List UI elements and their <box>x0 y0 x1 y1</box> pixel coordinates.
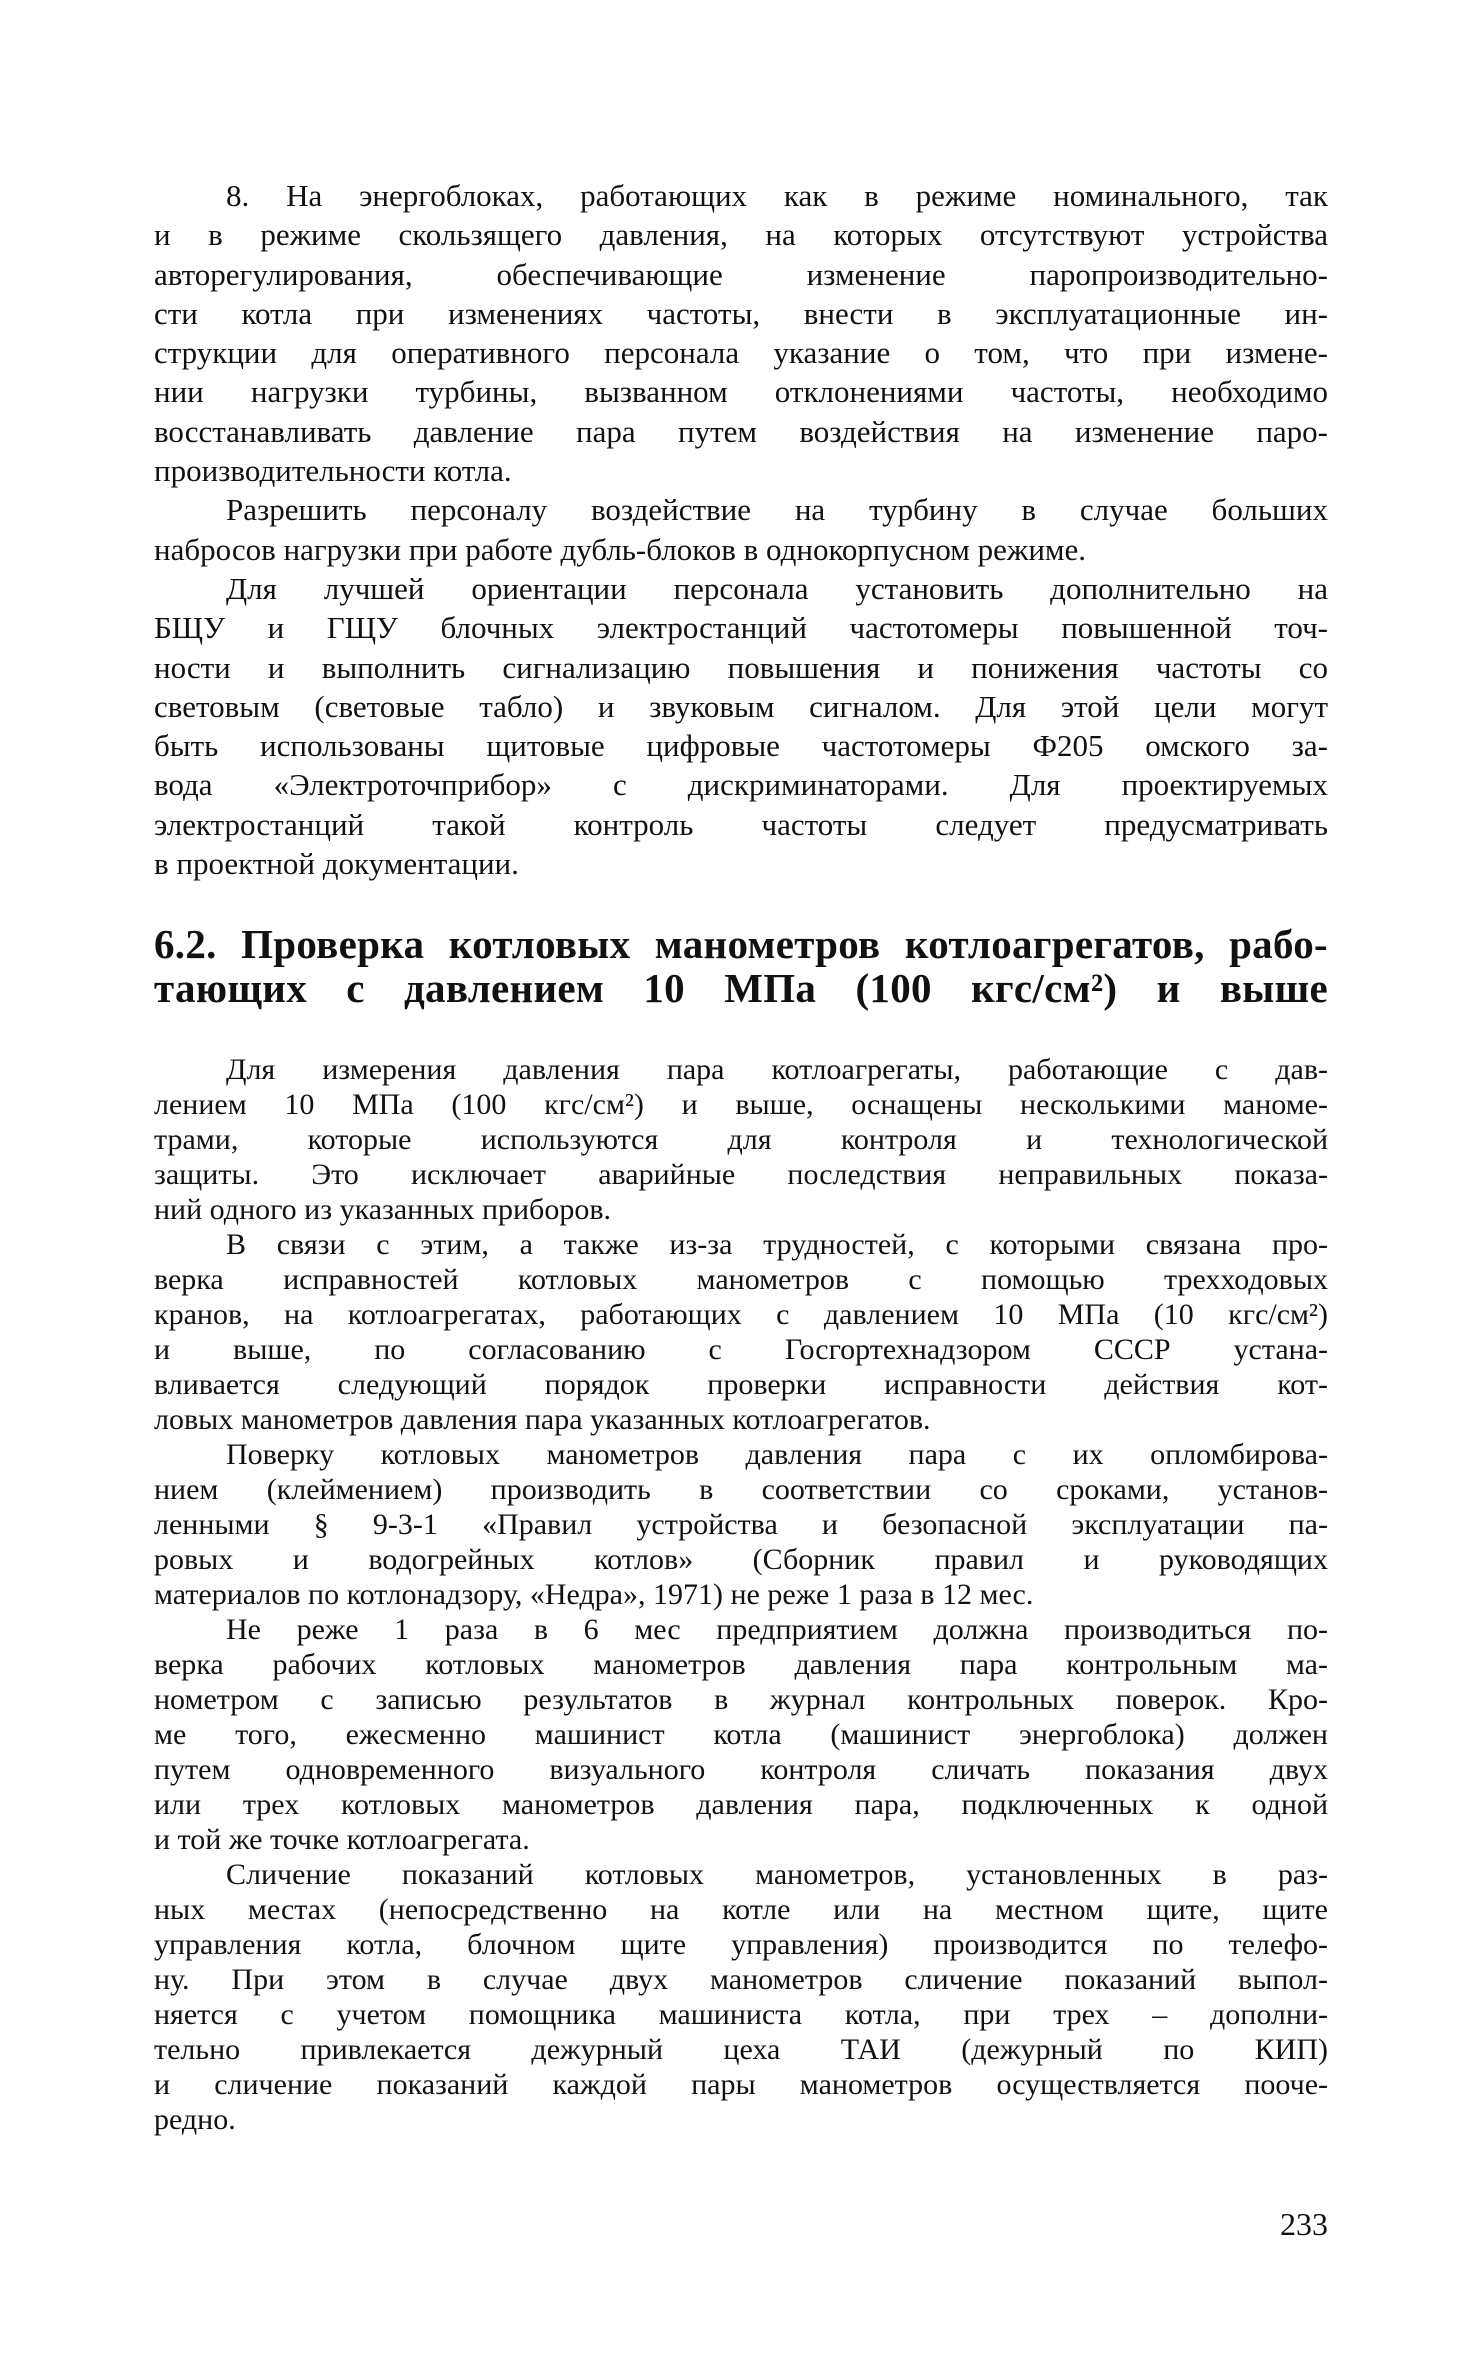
text-line: лением 10 МПа (100 кгс/см²) и выше, оснащены несколькими маноме- <box>154 1088 1328 1121</box>
text-line: трами, которые используются для контроля и технологической <box>154 1123 1328 1156</box>
heading-line: 6.2. Проверка котловых манометров котлоагрегатов, рабо- <box>154 921 1328 967</box>
text-line: электростанций такой контроль частоты следует предусматривать <box>154 806 1328 842</box>
text-line: ний одного из указанных приборов. <box>154 1193 611 1226</box>
text-line: и сличение показаний каждой пары манометров осуществляется пооче- <box>154 2068 1328 2101</box>
text-line: ленными § 9-3-1 «Правил устройства и безопасной эксплуатации па- <box>154 1508 1328 1541</box>
text-line: верка рабочих котловых манометров давления пара контрольным ма- <box>154 1648 1328 1681</box>
text-line: ну. При этом в случае двух манометров сличение показаний выпол- <box>154 1963 1328 1996</box>
text-line: авторегулирования, обеспечивающие изменение паропроизводительно- <box>154 256 1328 292</box>
paragraph <box>154 569 1328 883</box>
paragraph <box>154 490 1328 569</box>
text-line: ных местах (непосредственно на котле или на местном щите, щите <box>154 1893 1328 1926</box>
text-line: и выше, по согласованию с Госгортехнадзором СССР устана- <box>154 1333 1328 1366</box>
text-line: 8. На энергоблоках, работающих как в режиме номинального, так <box>226 178 1328 213</box>
text-line: или трех котловых манометров давления пара, подключенных к одной <box>154 1788 1328 1821</box>
text-line: ности и выполнить сигнализацию повышения и понижения частоты со <box>154 649 1328 685</box>
text-line: восстанавливать давление пара путем воздействия на изменение паро- <box>154 413 1328 449</box>
section-heading <box>154 922 1328 1010</box>
text-line: защиты. Это исключает аварийные последствия неправильных показа- <box>154 1158 1328 1191</box>
text-line: верка исправностей котловых манометров с помощью трехходовых <box>154 1263 1328 1296</box>
paragraph <box>154 1437 1328 1612</box>
text-line: световым (световые табло) и звуковым сигналом. Для этой цели могут <box>154 688 1328 724</box>
text-line: сти котла при изменениях частоты, внести в эксплуатационные ин- <box>154 295 1328 331</box>
text-line: нии нагрузки турбины, вызванном отклонениями частоты, необходимо <box>154 374 1328 410</box>
page-number: 233 <box>1280 2206 1328 2242</box>
text-line: и в режиме скользящего давления, на которых отсутствуют устройства <box>154 217 1328 253</box>
text-line: управления котла, блочном щите управления) производится по телефо- <box>154 1928 1328 1961</box>
text-line: ровых и водогрейных котлов» (Сборник правил и руководящих <box>154 1543 1328 1576</box>
paragraph <box>154 176 1328 490</box>
text-line: БЩУ и ГЩУ блочных электростанций частотомеры повышенной точ- <box>154 610 1328 646</box>
text-line: материалов по котлонадзору, «Недра», 1971) не реже 1 раза в 12 мес. <box>154 1578 1034 1611</box>
text-line: В связи с этим, а также из-за трудностей, с которыми связана про- <box>226 1228 1328 1261</box>
paragraph <box>154 1227 1328 1437</box>
text-line: производительности котла. <box>154 453 512 489</box>
text-line: Для лучшей ориентации персонала установить дополнительно на <box>226 570 1328 606</box>
text-line: ме того, ежесменно машинист котла (машинист энергоблока) должен <box>154 1718 1328 1751</box>
section-body <box>154 1052 1328 2137</box>
text-line: Для измерения давления пара котлоагрегаты, работающие с дав- <box>226 1053 1328 1086</box>
text-line: быть использованы щитовые цифровые частотомеры Ф205 омского за- <box>154 728 1328 764</box>
intro-text <box>154 176 1328 883</box>
text-line: тельно привлекается дежурный цеха ТАИ (дежурный по КИП) <box>154 2033 1328 2066</box>
text-line: Разрешить персоналу воздействие на турбину в случае больших <box>226 492 1328 528</box>
text-line: Не реже 1 раза в 6 мес предприятием должна производиться по- <box>226 1613 1328 1646</box>
text-line: Поверку котловых манометров давления пара с их опломбирова- <box>226 1438 1328 1471</box>
text-line: и той же точке котлоагрегата. <box>154 1823 530 1856</box>
text-line: нием (клеймением) производить в соответствии со сроками, установ- <box>154 1473 1328 1506</box>
text-line: няется с учетом помощника машиниста котла, при трех – дополни- <box>154 1998 1328 2031</box>
text-line: в проектной документации. <box>154 846 519 882</box>
paragraph <box>154 1857 1328 2137</box>
text-line: вливается следующий порядок проверки исправности действия кот- <box>154 1368 1328 1401</box>
text-line: струкции для оперативного персонала указание о том, что при измене- <box>154 335 1328 371</box>
heading-line: тающих с давлением 10 МПа (100 кгс/см²) и выше <box>154 965 1328 1011</box>
text-line: путем одновременного визуального контроля сличать показания двух <box>154 1753 1328 1786</box>
text-line: ловых манометров давления пара указанных котлоагрегатов. <box>154 1403 931 1436</box>
text-line: кранов, на котлоагрегатах, работающих с давлением 10 МПа (10 кгс/см²) <box>154 1298 1328 1331</box>
text-line: Сличение показаний котловых манометров, установленных в раз- <box>226 1858 1328 1891</box>
text-line: набросов нагрузки при работе дубль-блоков в однокорпусном режиме. <box>154 531 1087 567</box>
text-line: нометром с записью результатов в журнал контрольных поверок. Кро- <box>154 1683 1328 1716</box>
text-line: вода «Электроточприбор» с дискриминаторами. Для проектируемых <box>154 767 1328 803</box>
paragraph <box>154 1612 1328 1857</box>
paragraph <box>154 1052 1328 1227</box>
text-line: редно. <box>154 2103 236 2136</box>
